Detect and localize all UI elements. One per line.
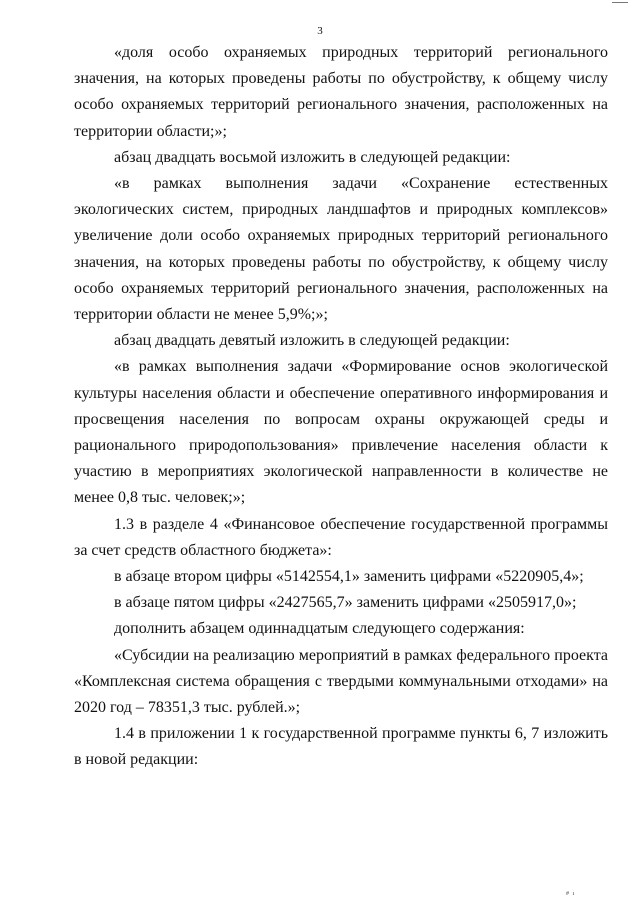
page-number: 3 (317, 25, 323, 37)
paragraph: «в рамках выполнения задачи «Формирование основ экологической культуры населения области и обеспечение оперативного информирования и просвещения населения по вопросам охраны окружающей среды и рационального природопользования» привлечение населения области к участию в мероприятиях экологической направленности в количестве не менее 0,8 тыс. человек;»; (74, 358, 608, 507)
paragraph: 1.3 в разделе 4 «Финансовое обеспечение государственной программы за счет средств областного бюджета»: (74, 515, 608, 559)
paragraph: «Субсидии на реализацию мероприятий в рамках федерального проекта «Комплексная система обращения с твердыми коммунальными отходами» на 2020 год – 78351,3 тыс. рублей.»; (74, 646, 608, 717)
paragraph: 1.4 в приложении 1 к государственной программе пункты 6, 7 изложить в новой редакции: (74, 725, 608, 769)
scan-edge-mark (612, 0, 628, 3)
paragraph: абзац двадцать восьмой изложить в следующей редакции: (114, 148, 511, 166)
paragraph: дополнить абзацем одиннадцатым следующего содержания: (114, 620, 525, 638)
paragraph: абзац двадцать девятый изложить в следующей редакции: (114, 332, 510, 350)
paragraph: «в рамках выполнения задачи «Сохранение естественных экологических систем, природных ландшафтов и природных комплексов» увеличение доли особо охраняемых природных территорий регионального значения, на которых проведены работы по обустройству, к общему числу особо охраняемых территорий регионального значения, расположенных на территории области не менее 5,9%;»; (74, 175, 608, 324)
corner-scan-mark: # ı (566, 891, 576, 897)
paragraph: в абзаце втором цифры «5142554,1» заменить цифрами «5220905,4»; (114, 568, 584, 586)
paragraph: «доля особо охраняемых природных территорий регионального значения, на которых проведены работы по обустройству, к общему числу особо охраняемых территорий регионального значения, расположенных на территории области;»; (74, 44, 608, 140)
paragraph: в абзаце пятом цифры «2427565,7» заменить цифрами «2505917,0»; (114, 594, 577, 612)
document-body (74, 40, 608, 774)
